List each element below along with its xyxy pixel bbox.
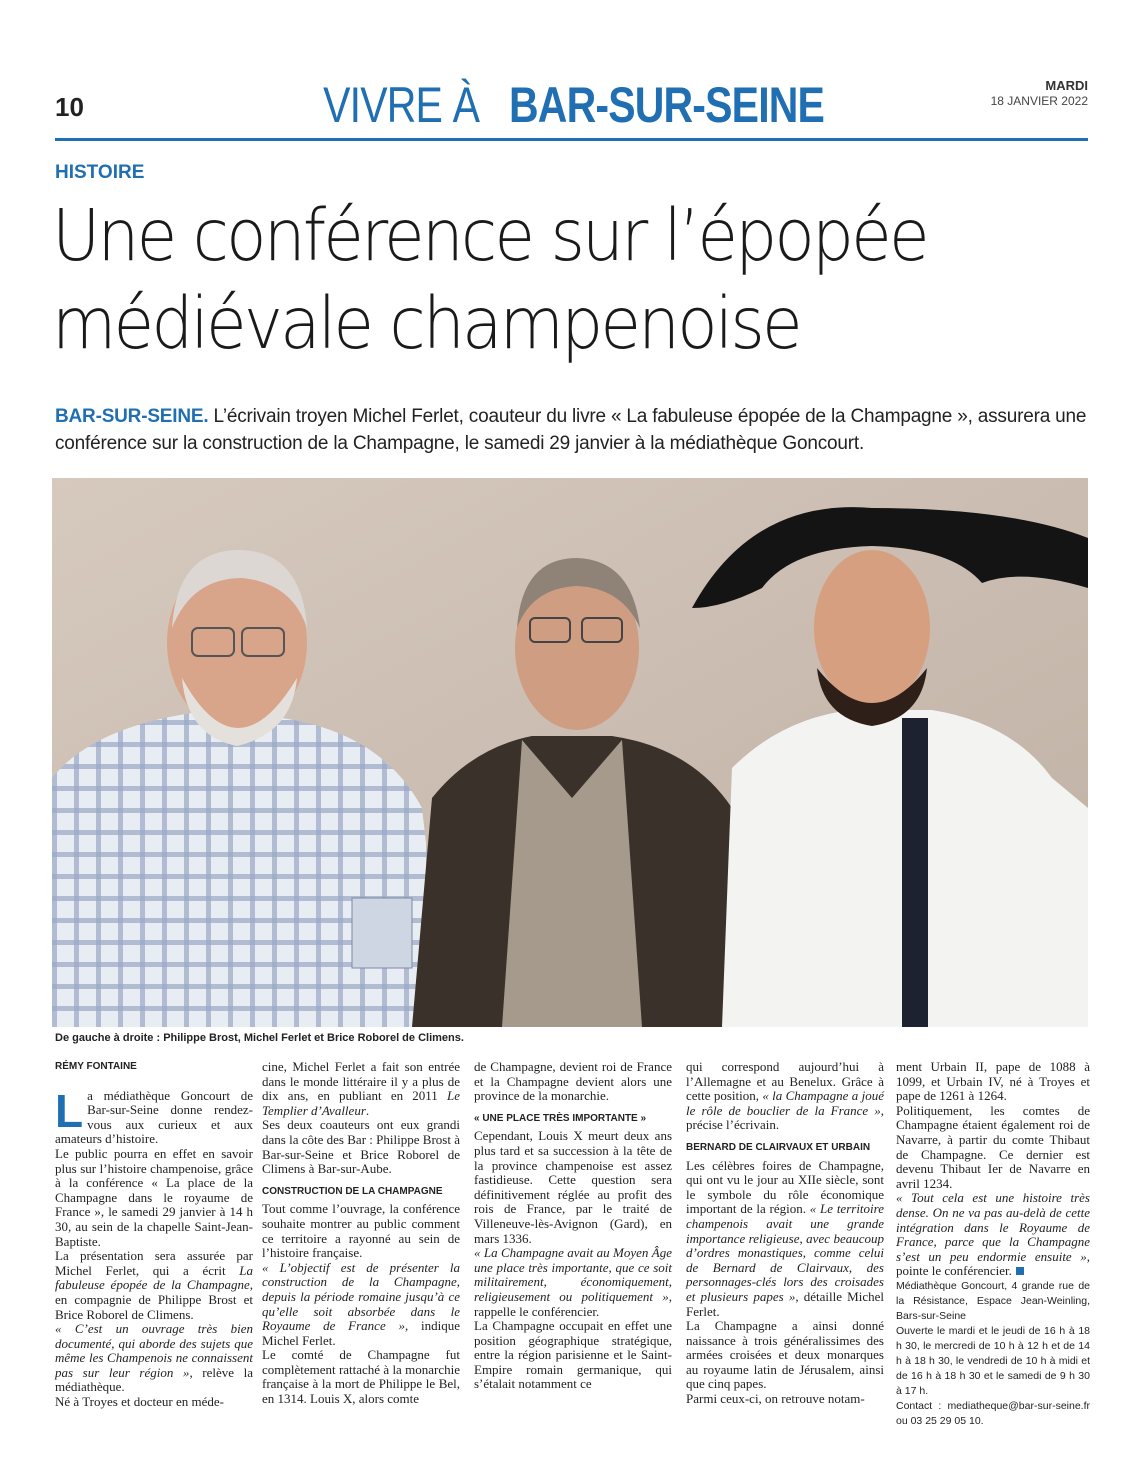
paragraph [686, 1060, 884, 1133]
headline-line-1: Une conférence sur l’épopée [52, 194, 927, 277]
section-title-light: VIVRE À [323, 77, 480, 133]
paragraph: Né à Troyes et docteur en méde- [55, 1394, 224, 1410]
paragraph: de Champagne, devient roi de France et la Champagne devient alors une province de la monarchie. [474, 1059, 672, 1104]
quote: « Le territoire champenois avait une grande importance religieuse, avec beaucoup d’ordres monastiques, comme celui de Bernard de Clairvaux, des personnages-clés lors des croisades et plusieurs papes » [686, 1201, 884, 1304]
paragraph: Le public pourra en effet en savoir plus sur l’histoire champenoise, grâce à la conférence « La place de la Champagne dans le royaume de France », le samedi 29 janvier à 14 h 30, au sein de la chapelle Saint-Jean-Baptiste. [55, 1145, 253, 1249]
quote: « La Champagne avait au Moyen Âge une place très importante, que ce soit militairement, économiquement, religieusement ou politiquement » [474, 1245, 672, 1304]
paragraph-text: Les célèbres foires de Champagne, qui ont vu le jour au XIIe siècle, sont le symbole du rôle économique important de la région. [686, 1157, 884, 1217]
paragraph-text: , indique Michel Ferlet. [262, 1318, 460, 1348]
subheading: BERNARD DE CLAIRVAUX ET URBAIN [686, 1141, 871, 1153]
paragraph: Le comté de Champagne fut complètement rattaché à la monarchie française à la mort de Philippe le Bel, en 1314. Louis X, alors comte [262, 1347, 460, 1407]
paragraph [686, 1159, 884, 1320]
paragraph: La Champagne a ainsi donné naissance à trois généralissimes des armées croisées et deux monarques au royaume latin de Jérusalem, ainsi que cinq papes. [686, 1318, 884, 1392]
header-rule [55, 138, 1088, 141]
quote: « L’objectif est de présenter la construction de la Champagne, depuis la période romaine jusqu’à ce qu’elle soit absorbée dans le Royaume de France » [262, 1259, 460, 1334]
book-title: La fabuleuse épopée de la Champagne [55, 1262, 253, 1293]
paragraph-text: , en compagnie de Philippe Brost et Brice Roborel de Climens. [55, 1277, 253, 1322]
paragraph-text: La présentation sera assurée par Michel Ferlet, qui a écrit [55, 1248, 253, 1278]
page-number: 10 [55, 92, 84, 122]
paragraph [55, 1084, 253, 1147]
info-hours: Ouverte le mardi et le jeudi de 16 h à 18 h 30, le mercredi de 10 h à 12 h et de 14 h à 18 h 30, le vendredi de 10 h à midi et de 16 h à 18 h 30 et le samedi de 9 h 30 à 17 h. [896, 1324, 1090, 1397]
paragraph-text: , pointe le conférencier. [896, 1248, 1090, 1279]
headline-line-2: médiévale champenoise [52, 282, 800, 365]
column-5 [896, 1060, 1090, 1429]
paragraph-text: , précise l’écrivain. [686, 1102, 884, 1133]
paragraph [474, 1246, 672, 1319]
paragraph-text: qui correspond aujourd’hui à l’Allemagne et au Benelux. Grâce à cette position, [686, 1059, 884, 1104]
paragraph-text: , détaille Michel Ferlet. [686, 1288, 884, 1319]
quote: « la Champagne a joué le rôle de bouclier de la France » [686, 1088, 884, 1118]
lead-paragraph [55, 403, 1095, 457]
paragraph [262, 1060, 460, 1118]
quote: « Tout cela est une histoire très dense. On ne va pas au-delà de cette intégration dans le Royaume de France, parce que la Champagne s’est un peu endormie ensuite » [896, 1190, 1090, 1264]
paragraph [55, 1249, 253, 1322]
paragraph [262, 1261, 460, 1349]
lead-text: L’écrivain troyen Michel Ferlet, coauteur du livre « La fabuleuse épopée de la Champagne », assurera une conférence sur la construction de la Champagne, le samedi 29 janvier à la médiathèque Goncourt. [55, 406, 1087, 454]
column-3 [474, 1060, 672, 1392]
book-title: Le Templier d’Avalleur [262, 1088, 460, 1118]
lead-place: BAR-SUR-SEINE. [55, 406, 209, 427]
end-mark-icon [1016, 1267, 1024, 1275]
paragraph: Ses deux coauteurs ont eux grandi dans la côte des Bar : Philippe Brost à Bar-sur-Seine et Brice Roborel de Climens à Bar-sur-Aube. [262, 1117, 460, 1177]
paragraph-text: , relève la médiathèque. [55, 1364, 254, 1395]
paragraph [896, 1191, 1090, 1279]
drop-cap: L [55, 1084, 84, 1137]
paragraph-text: a médiathèque Goncourt de Bar-sur-Seine donne rendez-vous aux curieux et aux amateurs d’histoire. [55, 1087, 253, 1147]
photo-caption: De gauche à droite : Philippe Brost, Michel Ferlet et Brice Roborel de Climens. [55, 1032, 464, 1044]
paragraph: Politiquement, les comtes de Champagne étaient également roi de Navarre, à partir du comte Thibaut de Champagne. Ce dernier est devenu Thibaut Ier de Navarre en avril 1234. [896, 1102, 1090, 1191]
info-address: Médiathèque Goncourt, 4 grande rue de la Résistance, Espace Jean-Weinling, Bars-sur-Seine [896, 1279, 1090, 1322]
paragraph: Cependant, Louis X meurt deux ans plus tard et sa succession à la tête de la province champenoise est assez fastidieuse. Cette question sera définitivement réglée au profit des rois de France, par le traité de Villeneuve-lès-Avignon (Gard), en mars 1336. [474, 1128, 672, 1246]
paragraph-text: , rappelle le conférencier. [474, 1288, 672, 1319]
issue-day: MARDI [1045, 78, 1088, 93]
subheading: « UNE PLACE TRÈS IMPORTANTE » [474, 1112, 647, 1124]
article-photo [52, 478, 1088, 1027]
column-2 [262, 1060, 460, 1407]
paragraph-text: cine, Michel Ferlet a fait son entrée dans le monde littéraire il y a plus de dix ans, en publiant en 2011 [262, 1059, 460, 1104]
paragraph [55, 1322, 253, 1395]
quote: « C’est un ouvrage très bien documenté, qui aborde des sujets que même les Champenois ne connaissent pas sur leur région » [55, 1321, 253, 1380]
headline [52, 192, 1019, 368]
section-title-bold: BAR-SUR-SEINE [509, 77, 825, 133]
author-byline: RÉMY FONTAINE [55, 1061, 137, 1072]
rubric: HISTOIRE [55, 162, 145, 183]
paragraph: Parmi ceux-ci, on retrouve notam- [686, 1391, 865, 1407]
photo-illustration [52, 478, 1088, 1027]
column-1 [55, 1060, 253, 1410]
paragraph: ment Urbain II, pape de 1088 à 1099, et Urbain IV, né à Troyes et pape de 1261 à 1264. [896, 1059, 1090, 1104]
paragraph: La Champagne occupait en effet une position géographique stratégique, entre la région parisienne et le Saint-Empire romain germanique, qui s’étalait notamment ce [474, 1318, 672, 1392]
issue-date: 18 JANVIER 2022 [990, 94, 1088, 108]
subheading: CONSTRUCTION DE LA CHAMPAGNE [262, 1185, 443, 1197]
paragraph-text: . [365, 1102, 370, 1118]
paragraph: Tout comme l’ouvrage, la conférence souhaite montrer au public comment ce territoire a rayonné au sein de l’histoire française. [262, 1201, 460, 1261]
info-contact: Contact : mediatheque@bar-sur-seine.fr ou 03 25 29 05 10. [896, 1399, 1090, 1427]
column-4 [686, 1060, 884, 1407]
section-title [0, 73, 1140, 137]
